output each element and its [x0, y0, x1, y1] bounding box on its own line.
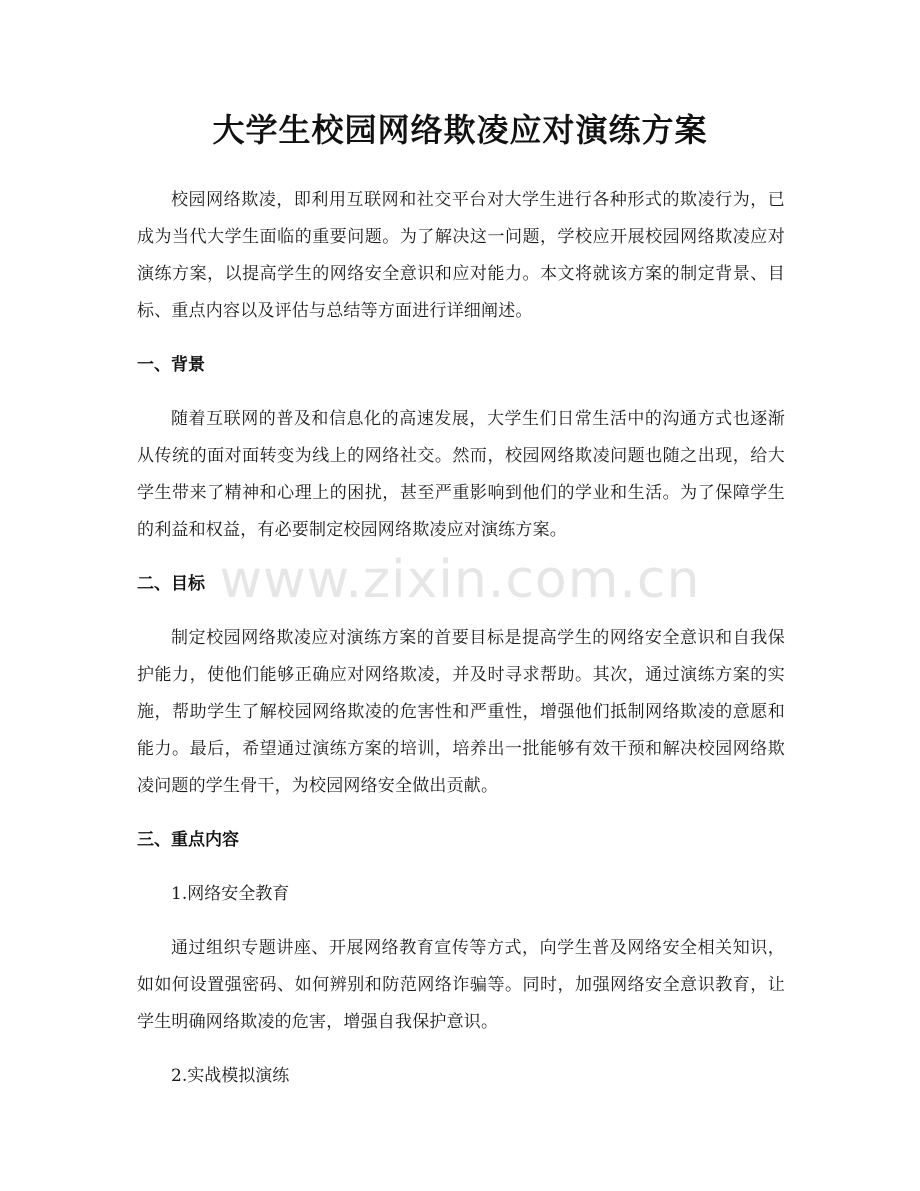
intro-paragraph: 校园网络欺凌，即利用互联网和社交平台对大学生进行各种形式的欺凌行为，已成为当代大学生面临的重要问题。为了解决这一问题，学校应开展校园网络欺凌应对演练方案，以提高学生的网络安全意识和应对能力。本文将就该方案的制定背景、目标、重点内容以及评估与总结等方面进行详细阐述。	[137, 190, 785, 321]
section-heading-goals: 二、目标	[137, 574, 205, 594]
section-heading-key-content: 三、重点内容	[137, 830, 239, 850]
network-safety-paragraph: 通过组织专题讲座、开展网络教育宣传等方式，向学生普及网络安全相关知识，如如何设置强密码、如何辨别和防范网络诈骗等。同时，加强网络安全意识教育，让学生明确网络欺凌的危害，增强自我保护意识。	[137, 938, 785, 1032]
document-body	[137, 182, 785, 1095]
document-title: 大学生校园网络欺凌应对演练方案	[212, 111, 708, 149]
section-heading-background: 一、背景	[137, 355, 205, 375]
goals-paragraph: 制定校园网络欺凌应对演练方案的首要目标是提高学生的网络安全意识和自我保护能力，使他们能够正确应对网络欺凌，并及时寻求帮助。其次，通过演练方案的实施，帮助学生了解校园网络欺凌的危害性和严重性，增强他们抵制网络欺凌的意愿和能力。最后，希望通过演练方案的培训，培养出一批能够有效干预和解决校园网络欺凌问题的学生骨干，为校园网络安全做出贡献。	[137, 628, 785, 796]
watermark: www.zixin.com.cn	[219, 550, 701, 610]
subsection-label-network-safety: 1.网络安全教育	[171, 884, 290, 904]
subsection-label-drill: 2.实战模拟演练	[171, 1066, 290, 1086]
background-paragraph: 随着互联网的普及和信息化的高速发展，大学生们日常生活中的沟通方式也逐渐从传统的面对面转变为线上的网络社交。然而，校园网络欺凌问题也随之出现，给大学生带来了精神和心理上的困扰，甚至严重影响到他们的学业和生活。为了保障学生的利益和权益，有必要制定校园网络欺凌应对演练方案。	[137, 409, 785, 540]
